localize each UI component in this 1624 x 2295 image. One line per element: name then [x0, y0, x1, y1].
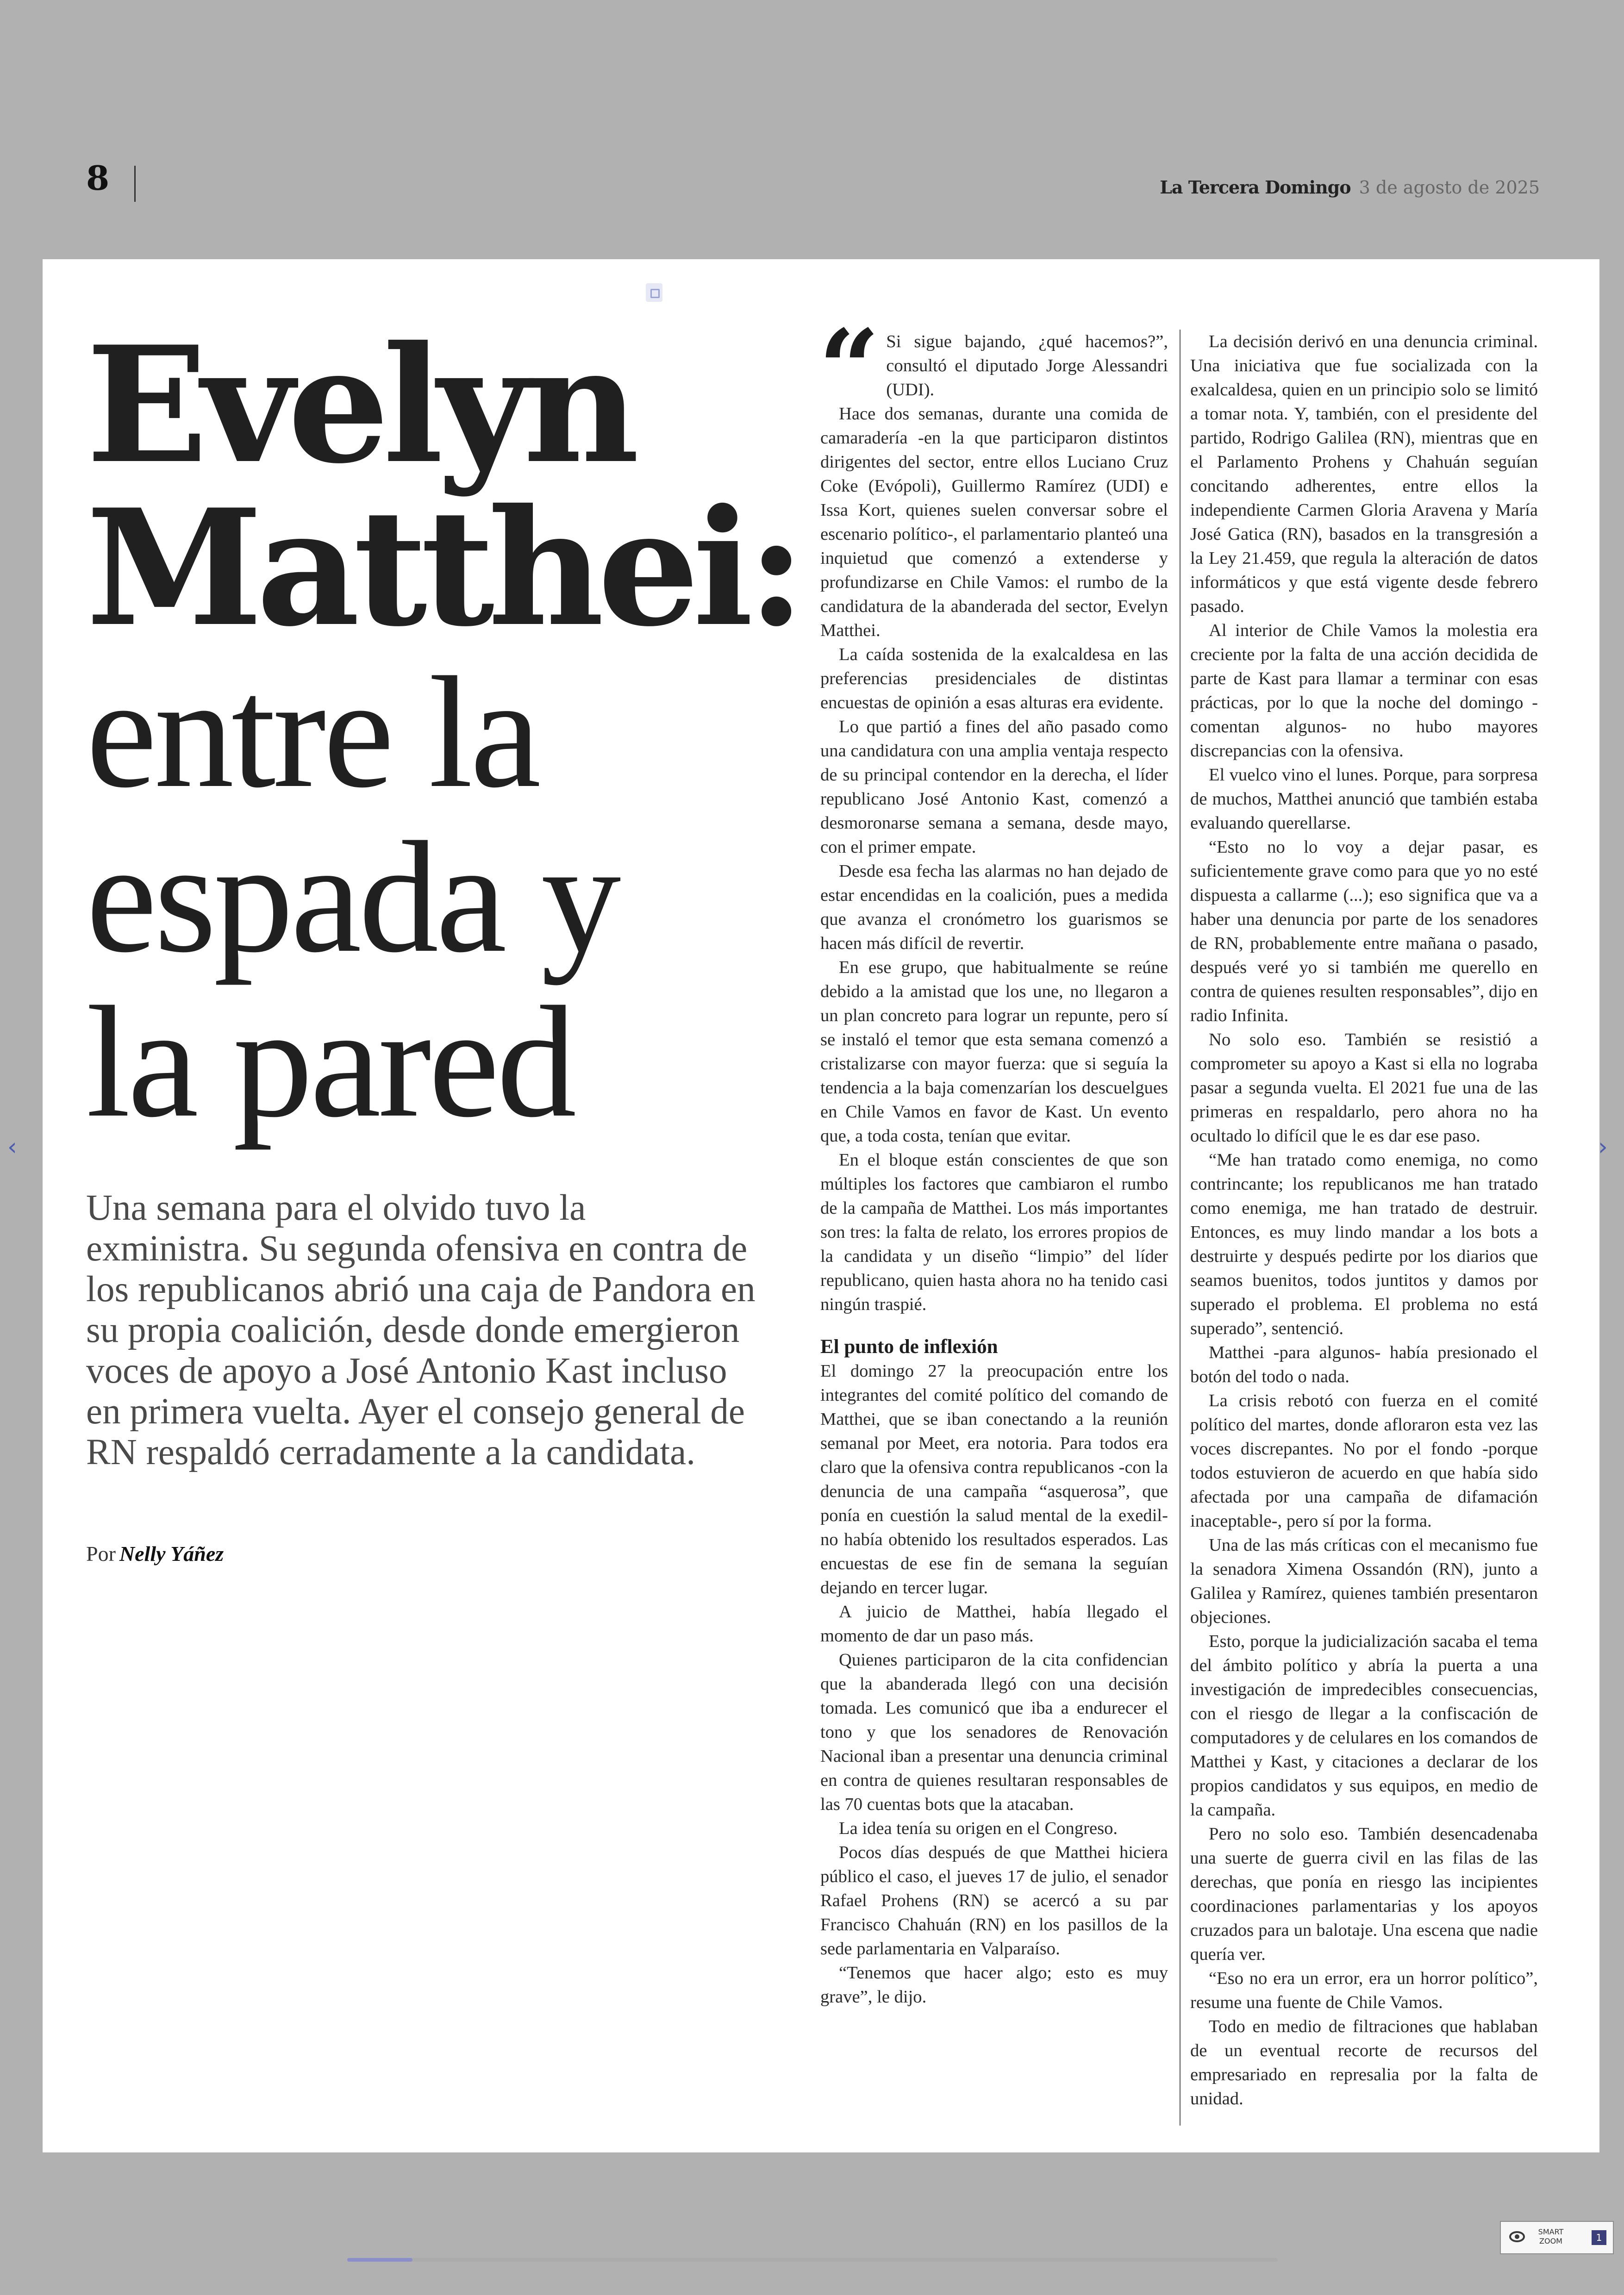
paragraph: En ese grupo, que habitualmente se reúne debido a la amistad que los une, no llegaron a un plan concreto para lograr un repunte, pero sí se instaló el temor que esta semana comenzó a cristalizarse con mayor fuerza: que si seguía la tendencia a la baja comenzarían los descuelgues en Chile Vamos en favor de Kast. Un evento que, a toda costa, tenían que evitar. — [820, 958, 1168, 1146]
paragraph: En el bloque están conscientes de que son múltiples los factores que cambiaron el rumbo de la campaña de Matthei. Los más importantes son tres: la falta de relato, los errores propios de la candidata y un diseño “limpio” del líder republicano, quien hasta ahora no ha tenido casi ningún traspié. — [820, 1150, 1168, 1314]
headline — [86, 312, 800, 1150]
byline-author: Nelly Yáñez — [119, 1542, 224, 1565]
article-dek: Una semana para el olvido tuvo la exministra. Su segunda ofensiva en contra de los republicanos abrió una caja de Pandora en su propia coalición, desde donde emergieron voces de apoyo a José Antonio Kast incluso en primera vuelta. Ayer el consejo general de RN respaldó cerradamente a la candidata. — [86, 1188, 756, 1472]
paragraph: La decisión derivó en una denuncia criminal. Una iniciativa que fue socializada con la exalcaldesa, quien en un principio solo se limitó a tomar nota. Y, también, con el presidente del partido, Rodrigo Galilea (RN), mientras que en el Parlamento Prohens y Chahuán seguían concitando adherentes, entre ellos la independiente Carmen Gloria Aravena y María José Gatica (RN), basados en la transgresión a la Ley 21.459, que regula la alteración de datos informáticos y que está vigente desde febrero pasado. — [1190, 332, 1538, 616]
paragraph: La idea tenía su origen en el Congreso. — [839, 1819, 1118, 1838]
smart-zoom-button[interactable] — [1500, 2221, 1614, 2254]
paragraph: La crisis rebotó con fuerza en el comité político del martes, donde afloraron esta vez las voces discrepantes. No por el fondo -porque todos estuvieron de acuerdo en que había sido afectada por una campaña de difamación inaceptable-, pero sí por la forma. — [1190, 1391, 1538, 1531]
article-column-1 — [818, 306, 1168, 2126]
paragraph: Quienes participaron de la cita confidencian que la abanderada llegó con una decisión tomada. Les comunicó que iba a endurecer el tono y que los senadores de Renovación Nacional iban a presentar una denuncia criminal en contra de quienes resultaran responsables de las 70 cuentas bots que la atacaban. — [820, 1650, 1168, 1814]
next-page-arrow-icon[interactable]: › — [1598, 1133, 1608, 1161]
headline-line-3: entre la — [86, 644, 538, 821]
page-number: 8 — [86, 158, 110, 198]
page-number-divider — [134, 166, 136, 202]
paragraph: “Eso no era un error, era un horror político”, resume una fuente de Chile Vamos. — [1190, 1969, 1538, 2012]
column-divider — [1180, 330, 1181, 2126]
previous-page-arrow-icon[interactable]: ‹ — [7, 1133, 17, 1161]
paragraph: El vuelco vino el lunes. Porque, para sorpresa de muchos, Matthei anunció que también estaba evaluando querellarse. — [1190, 765, 1538, 833]
paragraph: La caída sostenida de la exalcaldesa en las preferencias presidenciales de distintas encuestas de opinión a esas alturas era evidente. — [820, 645, 1168, 712]
paragraph: Una de las más críticas con el mecanismo fue la senadora Ximena Ossandón (RN), junto a Galilea y Ramírez, quienes también presentaron objeciones. — [1190, 1535, 1538, 1627]
byline — [86, 1541, 224, 1566]
smart-zoom-badge: 1 — [1592, 2230, 1606, 2245]
paragraph: Pero no solo eso. También desencadenaba una suerte de guerra civil en las filas de las derechas, que ponía en riesgo las incipientes coordinaciones parlamentarias y los apoyos cruzados para un balotaje. Una escena que nadie quería ver. — [1190, 1824, 1538, 1964]
page-marker-icon[interactable] — [646, 283, 662, 302]
page-progress-scrollbar[interactable] — [347, 2258, 1278, 2262]
headline-line-2: Matthei: — [86, 474, 800, 662]
eye-icon — [1509, 2231, 1525, 2242]
paragraph: Hace dos semanas, durante una comida de camaradería -en la que participaron distintos dirigentes del sector, entre ellos Luciano Cruz Coke (Evópoli), Guillermo Ramírez (UDI) e Issa Kort, quienes suelen conversar sobre el escenario político-, el parlamentario planteó una inquietud que comenzó a extenderse y profundizarse en Chile Vamos: el rumbo de la candidatura de la abanderada del sector, Evelyn Matthei. — [820, 404, 1168, 640]
paragraph: Esto, porque la judicialización sacaba el tema del ámbito político y abría la puerta a una investigación de impredecibles consecuencias, con el riesgo de llegar a la confiscación de computadores y de celulares en los comandos de Matthei y Kast, y citaciones a declarar de los propios candidatos y sus equipos, en medio de la campaña. — [1190, 1632, 1538, 1820]
headline-line-1: Evelyn — [86, 312, 633, 499]
article-intro: Si sigue bajando, ¿qué hacemos?”, consultó el diputado Jorge Alessandri (UDI). — [886, 332, 1168, 399]
paragraph: Desde esa fecha las alarmas no han dejado de estar encendidas en la coalición, pues a medida que avanza el cronómetro los guarismos se hacen más difícil de revertir. — [820, 861, 1168, 953]
paragraph: Todo en medio de filtraciones que hablaban de un eventual recorte de recursos del empresariado en represalia por la falta de unidad. — [1190, 2017, 1538, 2108]
headline-line-5: la pared — [86, 973, 574, 1150]
publication-name: La Tercera Domingo — [1160, 177, 1351, 198]
publication-date: 3 de agosto de 2025 — [1359, 177, 1540, 198]
paragraph: Al interior de Chile Vamos la molestia era creciente por la falta de una acción decidida de parte de Kast para llamar a terminar con esas prácticas, por lo que la noche del domingo -comentan algunos- no hubo mayores discrepancias con la ofensiva. — [1190, 621, 1538, 761]
masthead — [1160, 177, 1540, 198]
paragraph: Pocos días después de que Matthei hiciera público el caso, el jueves 17 de julio, el senador Rafael Prohens (RN) se acercó a su par Francisco Chahuán (RN) en los pasillos de la sede parlamentaria en Valparaíso. — [820, 1843, 1168, 1958]
page-progress-thumb[interactable] — [347, 2258, 412, 2262]
paragraph: No solo eso. También se resistió a comprometer su apoyo a Kast si ella no lograba pasar a segunda vuelta. El 2021 fue una de las primeras en respaldarlo, pero ahora no ha ocultado lo difícil que le es dar ese paso. — [1190, 1030, 1538, 1146]
opening-quote-mark: “ — [818, 306, 880, 431]
paragraph: A juicio de Matthei, había llegado el momento de dar un paso más. — [820, 1602, 1168, 1646]
paragraph: “Me han tratado como enemiga, no como contrincante; los republicanos me han tratado como enemiga, me han tratado de destruir. Entonces, es muy lindo mandar a los bots a destruirte y después pedirte por los diarios que seamos buenitos, todos juntitos y damos por superado el problema. El problema no está superado”, sentenció. — [1190, 1150, 1538, 1338]
paragraph: El domingo 27 la preocupación entre los integrantes del comité político del comando de Matthei, que se iban conectando a la reunión semanal por Meet, era notoria. Para todos era claro que la ofensiva contra republicanos -con la denuncia de una campaña “asquerosa”, que ponía en cuestión la salud mental de la exedil- no había obtenido los resultados esperados. Las encuestas de ese fin de semana la seguían dejando en tercer lugar. — [820, 1361, 1168, 1597]
article-column-2 — [1190, 330, 1538, 2126]
section-subhead: El punto de inflexión — [820, 1336, 998, 1358]
paragraph: “Tenemos que hacer algo; esto es muy grave”, le dijo. — [820, 1963, 1168, 2007]
paragraph: Lo que partió a fines del año pasado como una candidatura con una amplia ventaja respecto de su principal contendor en la derecha, el líder republicano José Antonio Kast, comenzó a desmoronarse semana a semana, desde mayo, con el primer empate. — [820, 717, 1168, 857]
paragraph: Matthei -para algunos- había presionado el botón del todo o nada. — [1190, 1343, 1538, 1386]
byline-prefix: Por — [86, 1542, 116, 1565]
smart-zoom-label: SMART ZOOM — [1538, 2227, 1564, 2245]
paragraph: “Esto no lo voy a dejar pasar, es suficientemente grave como para que yo no esté dispuesta a callarme (...); eso significa que va a haber una denuncia por parte de los senadores de RN, probablemente entre mañana o pasado, después veré yo si también me querello en contra de quienes resulten responsables”, dijo en radio Infinita. — [1190, 837, 1538, 1025]
headline-line-4: espada y — [86, 809, 618, 985]
